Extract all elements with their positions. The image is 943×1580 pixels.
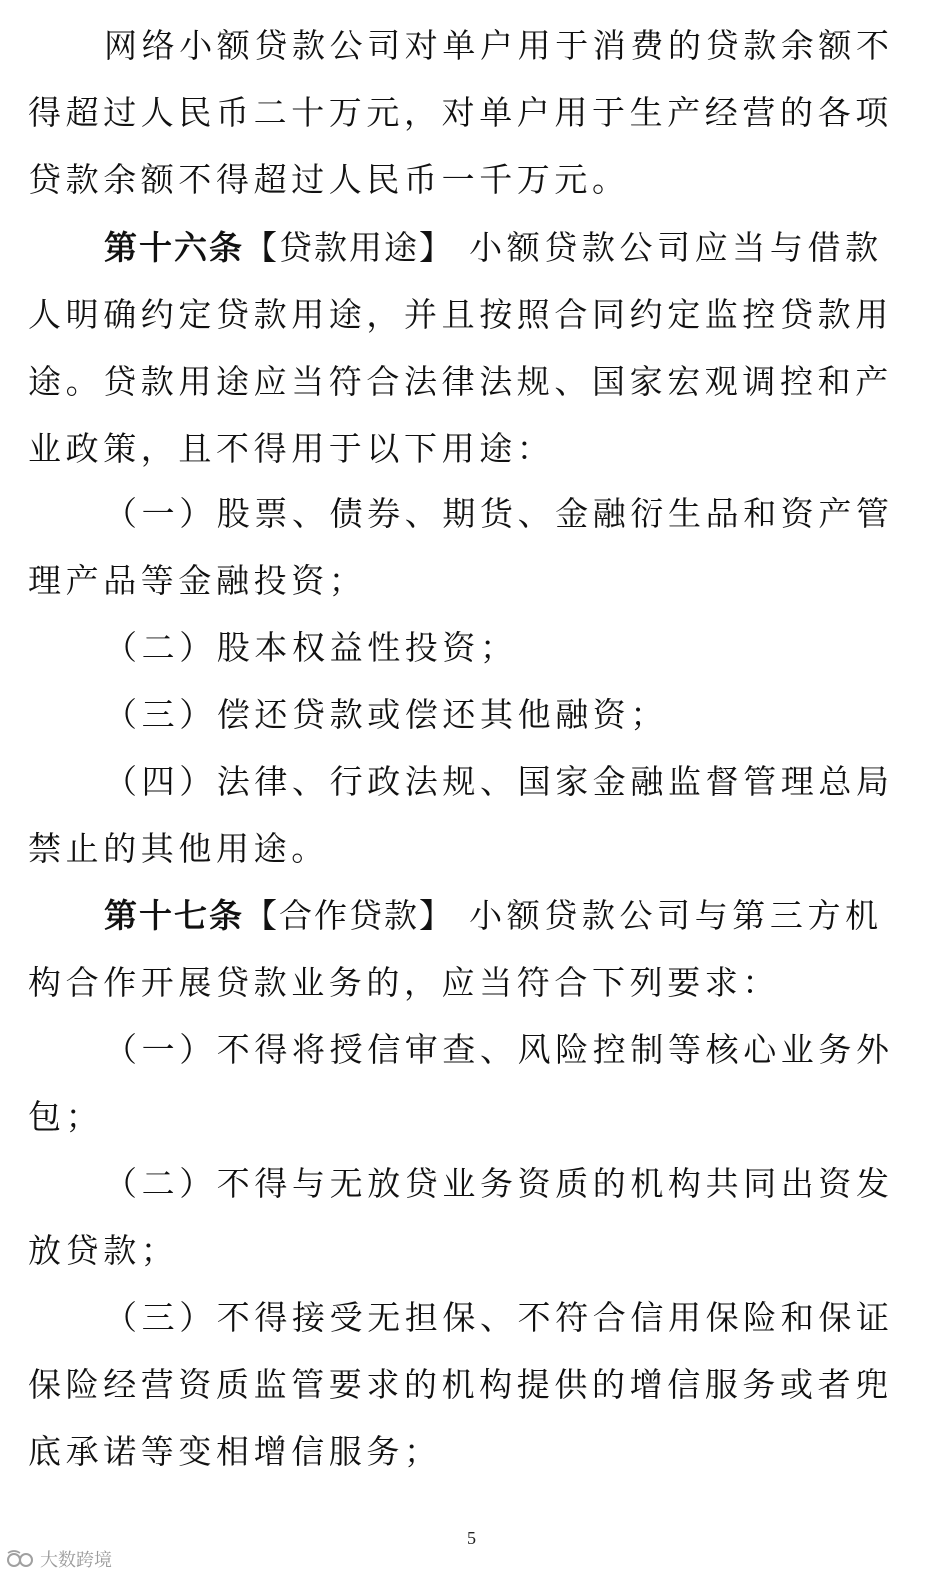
page-number: 5	[467, 1528, 476, 1548]
watermark	[6, 1546, 112, 1572]
article-16-item-4	[28, 748, 913, 882]
article-16-paragraph	[28, 214, 913, 482]
article-16-item-1	[28, 480, 913, 614]
item-text: （三）偿还贷款或偿还其他融资；	[104, 695, 668, 734]
article-17-heading: 第十七条	[104, 896, 244, 935]
item-text: （二）不得与无放贷业务资质的机构共同出资发放贷款；	[28, 1164, 894, 1270]
paragraph-loan-limits	[28, 12, 913, 213]
item-text: （一）不得将授信审查、风险控制等核心业务外包；	[28, 1030, 894, 1136]
paragraph-text: 网络小额贷款公司对单户用于消费的贷款余额不得超过人民币二十万元，对单户用于生产经营的各项贷款余额不得超过人民币一千万元。	[28, 26, 894, 199]
article-16-text: 小额贷款公司应当与借款人明确约定贷款用途，并且按照合同约定监控贷款用途。贷款用途应当符合法律法规、国家宏观调控和产业政策，且不得用于以下用途：	[28, 228, 893, 468]
article-17-tag: 【合作贷款】	[244, 896, 454, 935]
article-16-heading: 第十六条	[104, 228, 244, 267]
item-text: （三）不得接受无担保、不符合信用保险和保证保险经营资质监管要求的机构提供的增信服务或者兜底承诺等变相增信服务；	[28, 1298, 894, 1471]
article-17-text: 小额贷款公司与第三方机构合作开展贷款业务的，应当符合下列要求：	[28, 896, 883, 1002]
article-16-item-2	[28, 614, 913, 681]
article-17-paragraph	[28, 882, 913, 1016]
article-17-item-2	[28, 1150, 913, 1284]
item-text: （四）法律、行政法规、国家金融监督管理总局禁止的其他用途。	[28, 762, 894, 868]
logo-icon	[6, 1549, 36, 1569]
article-17-item-3	[28, 1284, 913, 1485]
item-text: （二）股本权益性投资；	[104, 628, 518, 667]
article-17-item-1	[28, 1016, 913, 1150]
item-text: （一）股票、债券、期货、金融衍生品和资产管理产品等金融投资；	[28, 494, 894, 600]
article-16-item-3	[28, 681, 913, 748]
watermark-text: 大数跨境	[40, 1550, 112, 1571]
article-16-tag: 【贷款用途】	[244, 228, 454, 267]
